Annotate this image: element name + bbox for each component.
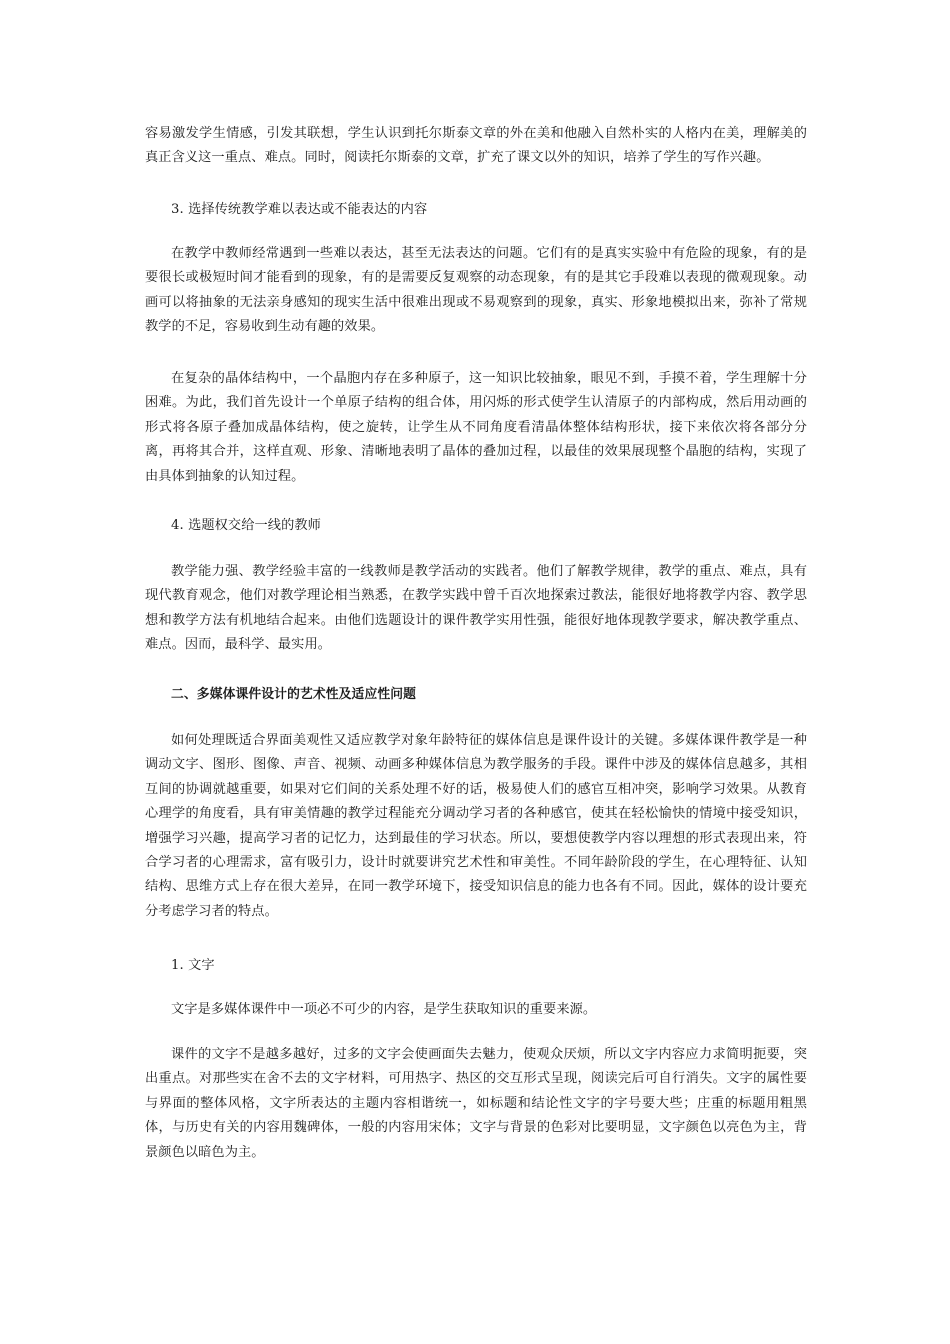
paragraph-difficult-content: 在教学中教师经常遇到一些难以表达，甚至无法表达的问题。它们有的是真实实验中有危险的现象，有的是要很长或极短时间才能看到的现象，有的是需要反复观察的动态现象，有的是其它手段难以表现的微观现象。动画可以将抽象的无法亲身感知的现实生活中很难出现或不易观察到的现象，真实、形象地模拟出来，弥补了常规教学的不足，容易收到生动有趣的效果。	[145, 246, 807, 335]
paragraph-crystal-structure: 在复杂的晶体结构中，一个晶胞内存在多种原子，这一知识比较抽象，眼见不到，手摸不着，学生理解十分困难。为此，我们首先设计一个单原子结构的组合体，用闪烁的形式使学生认清原子的内部构成，然后用动画的形式将各原子叠加成晶体结构，使之旋转，让学生从不同角度看清晶体整体结构形状，接下来依次将各部分分离，再将其合并，这样直观、形象、清晰地表明了晶体的叠加过程，以最佳的效果展现整个晶胞的结构，实现了由具体到抽象的认知过程。	[145, 371, 807, 484]
subheading-3: 3. 选择传统教学难以表达或不能表达的内容	[171, 202, 428, 217]
paragraph-continuation: 容易激发学生情感，引发其联想，学生认识到托尔斯泰文章的外在美和他融入自然朴实的人格内在美，理解美的真正含义这一重点、难点。同时，阅读托尔斯泰的文章，扩充了课文以外的知识，培养了学生的写作兴趣。	[145, 126, 807, 166]
paragraph-text-guidelines: 课件的文字不是越多越好，过多的文字会使画面失去魅力，使观众厌烦，所以文字内容应力求简明扼要，突出重点。对那些实在舍不去的文字材料，可用热字、热区的交互形式呈现，阅读完后可自行消失。文字的属性要与界面的整体风格，文字所表达的主题内容相谐统一，如标题和结论性文字的字号要大些；庄重的标题用粗黑体，与历史有关的内容用魏碑体，一般的内容用宋体；文字与背景的色彩对比要明显，文字颜色以亮色为主，背景颜色以暗色为主。	[145, 1047, 807, 1160]
paragraph-frontline-teachers: 教学能力强、教学经验丰富的一线教师是教学活动的实践者。他们了解教学规律，教学的重点、难点，具有现代教育观念，他们对教学理论相当熟悉，在教学实践中曾千百次地探索过教法，能很好地将教学内容、教学思想和教学方法有机地结合起来。由他们选题设计的课件教学实用性强，能很好地体现教学要求，解决教学重点、难点。因而，最科学、最实用。	[145, 564, 807, 653]
subheading-1-text: 1. 文字	[171, 958, 215, 973]
subheading-4: 4. 选题权交给一线的教师	[171, 518, 321, 533]
section-heading-2: 二、多媒体课件设计的艺术性及适应性问题	[171, 687, 417, 702]
paragraph-artistry-adaptability: 如何处理既适合界面美观性又适应教学对象年龄特征的媒体信息是课件设计的关键。多媒体课件教学是一种调动文字、图形、图像、声音、视频、动画多种媒体信息为教学服务的手段。课件中涉及的媒体信息越多，其相互间的协调就越重要，如果对它们间的关系处理不好的话，极易使人们的感官互相冲突，影响学习效果。从教育心理学的角度看，具有审美情趣的教学过程能充分调动学习者的各种感官，使其在轻松愉快的情境中接受知识，增强学习兴趣，提高学习者的记忆力，达到最佳的学习状态。所以，要想使教学内容以理想的形式表现出来，符合学习者的心理需求，富有吸引力，设计时就要讲究艺术性和审美性。不同年龄阶段的学生，在心理特征、认知结构、思维方式上存在很大差异，在同一教学环境下，接受知识信息的能力也各有不同。因此，媒体的设计要充分考虑学习者的特点。	[145, 733, 807, 919]
paragraph-text-importance: 文字是多媒体课件中一项必不可少的内容，是学生获取知识的重要来源。	[171, 1002, 597, 1017]
